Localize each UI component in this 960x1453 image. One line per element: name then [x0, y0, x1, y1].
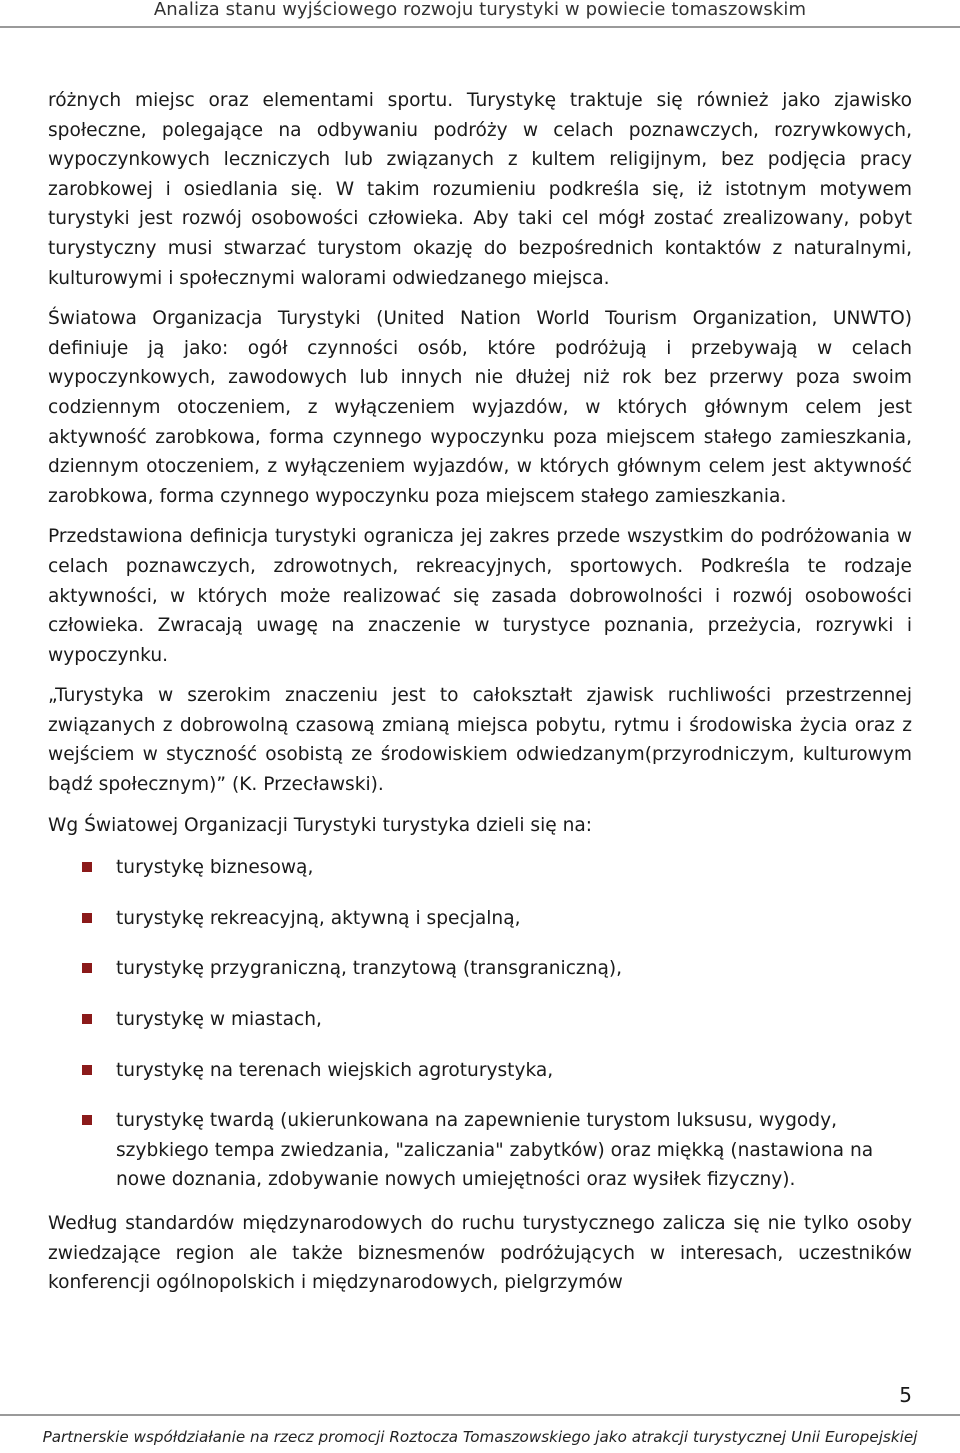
list-item: [48, 954, 912, 984]
page-body: [48, 86, 912, 1309]
running-header: Analiza stanu wyjściowego rozwoju turystyki w powiecie tomaszowskim: [153, 0, 807, 20]
list-item-text: turystykę twardą (ukierunkowana na zapewnienie turystom luksusu, wygody, szybkiego tempa zwiedzania, "zaliczania" zabytków) oraz miękką (nastawiona na nowe doznania, zdobywanie nowych umiejętności oraz wysiłek fizyczny).: [116, 1110, 874, 1191]
list-item: [48, 853, 912, 883]
square-bullet-icon: [82, 1014, 92, 1024]
footer-divider: [0, 1414, 960, 1416]
header-divider: [0, 26, 960, 28]
list-item-text: turystykę biznesową,: [116, 857, 314, 879]
paragraph-tourism-social: różnych miejsc oraz elementami sportu. Turystykę traktuje się również jako zjawisko społeczne, polegające na odbywaniu podróży w celach poznawczych, rozrywkowych, wypoczynkowych leczniczych lub związanych z kultem religijnym, bez podjęcia pracy zarobkowej i osiedlania się. W takim rozumieniu podkreśla się, iż istotnym motywem turystyki jest rozwój osobowości człowieka. Aby taki cel mógł zostać zrealizowany, pobyt turystyczny musi stwarzać turystom okazję do bezpośrednich kontaktów z naturalnymi, kulturowymi i społecznymi walorami odwiedzanego miejsca.: [48, 90, 912, 289]
list-item-text: turystykę przygraniczną, tranzytową (transgraniczną),: [116, 958, 623, 980]
list-item-text: turystykę rekreacyjną, aktywną i specjalną,: [116, 907, 521, 929]
list-item: [48, 1005, 912, 1035]
list-item-text: turystykę na terenach wiejskich agroturystyka,: [116, 1059, 554, 1081]
list-item: [48, 904, 912, 934]
square-bullet-icon: [82, 862, 92, 872]
tourism-types-list: [48, 853, 912, 1195]
paragraph-przeclawski-quote: „Turystyka w szerokim znaczeniu jest to całokształt zjawisk ruchliwości przestrzennej związanych z dobrowolną czasową zmianą miejsca pobytu, rytmu i środowiska życia oraz z wejściem w styczność osobistą ze środowiskiem odwiedzanym(przyrodniczym, kulturowym bądź społecznym)” (K. Przecławski).: [48, 685, 912, 796]
paragraph-international-standards: Według standardów międzynarodowych do ruchu turystycznego zalicza się nie tylko osoby zwiedzające region ale także biznesmenów podróżujących w interesach, uczestników konferencji ogólnopolskich i międzynarodowych, pielgrzymów: [48, 1213, 912, 1294]
square-bullet-icon: [82, 963, 92, 973]
list-item-text: turystykę w miastach,: [116, 1009, 322, 1031]
square-bullet-icon: [82, 1065, 92, 1075]
paragraph-unwto-definition: Światowa Organizacja Turystyki (United Nation World Tourism Organization, UNWTO) definiuje ją jako: ogół czynności osób, które podróżują i przebywają w celach wypoczynkowych, zawodowych lub innych nie dłużej niż rok bez przerwy poza swoim codziennym otoczeniem, z wyłączeniem wyjazdów, w których głównym celem jest aktywność zarobkowa, forma czynnego wypoczynku poza miejscem stałego zamieszkania, dziennym otoczeniem, z wyłączeniem wyjazdów, w których głównym celem jest aktywność zarobkowa, forma czynnego wypoczynku poza miejscem stałego zamieszkania.: [48, 308, 912, 507]
page-number: 5: [899, 1383, 912, 1407]
list-item: [48, 1056, 912, 1086]
list-item: [48, 1106, 912, 1195]
square-bullet-icon: [82, 913, 92, 923]
running-footer: Partnerskie współdziałanie na rzecz promocji Roztocza Tomaszowskiego jako atrakcji turystycznej Unii Europejskiej: [42, 1428, 918, 1446]
paragraph-classification-intro: Wg Światowej Organizacji Turystyki turystyka dzieli się na:: [48, 814, 593, 836]
paragraph-definition-scope: Przedstawiona definicja turystyki ogranicza jej zakres przede wszystkim do podróżowania w celach poznawczych, zdrowotnych, rekreacyjnych, sportowych. Podkreśla te rodzaje aktywności, w których może realizować się zasada dobrowolności i rozwój osobowości człowieka. Zwracają uwagę na znaczenie w turystyce poznania, przeżycia, rozrywki i wypoczynku.: [48, 526, 912, 666]
square-bullet-icon: [82, 1115, 92, 1125]
